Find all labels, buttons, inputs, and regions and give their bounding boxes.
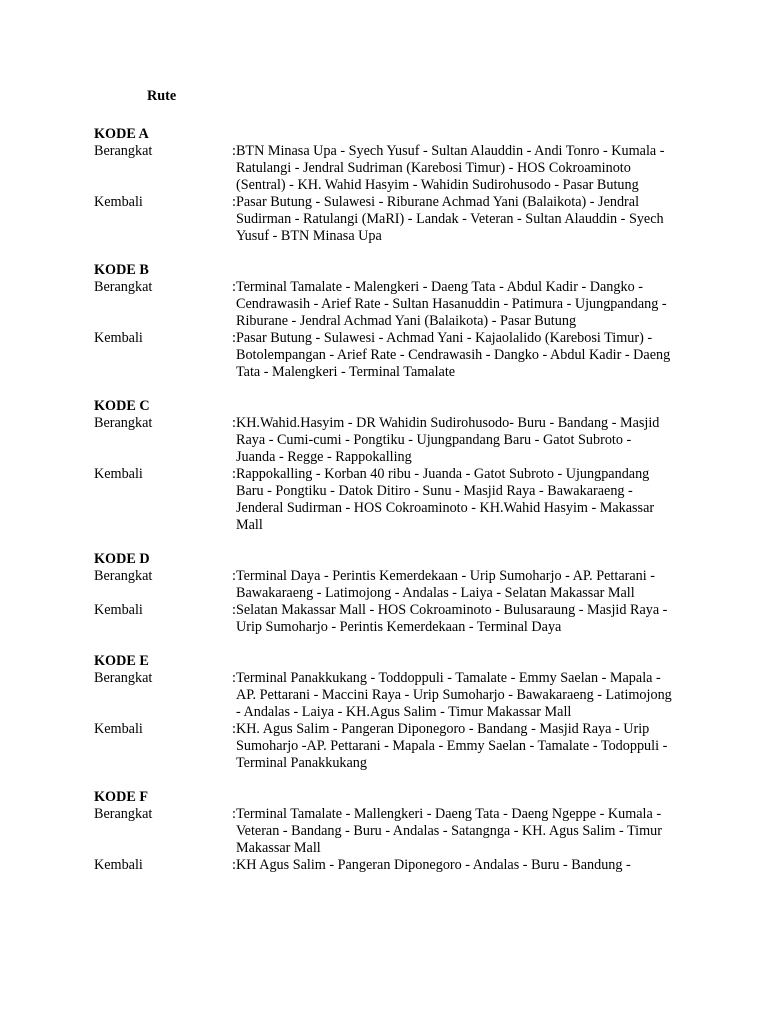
route-row-berangkat xyxy=(94,143,674,194)
route-row-berangkat xyxy=(94,279,674,330)
route-stops: :KH.Wahid.Hasyim - DR Wahidin Sudirohusodo- Buru - Bandang - Masjid Raya - Cumi-cumi - Pongtiku - Ujungpandang Baru - Gatot Subroto - Juanda - Regge - Rappokalling xyxy=(232,415,660,465)
route-label: Berangkat xyxy=(94,279,153,295)
route-label: Berangkat xyxy=(94,806,153,822)
route-row-berangkat xyxy=(94,415,674,466)
route-stops: :KH. Agus Salim - Pangeran Diponegoro - Bandang - Masjid Raya - Urip Sumoharjo -AP. Pettarani - Mapala - Emmy Saelan - Tamalate - Todoppuli - Terminal Panakkukang xyxy=(232,721,668,771)
route-kode-d xyxy=(94,551,674,636)
route-code: KODE E xyxy=(94,653,149,669)
route-label: Kembali xyxy=(94,602,143,618)
route-code: KODE C xyxy=(94,398,150,414)
route-stops: :Terminal Panakkukang - Toddoppuli - Tamalate - Emmy Saelan - Mapala - AP. Pettarani - Maccini Raya - Urip Sumoharjo - Bawakaraeng - Latimojong - Andalas - Laiya - KH.Agus Salim - Timur Makassar Mall xyxy=(232,670,672,720)
route-kode-e xyxy=(94,653,674,772)
route-row-kembali xyxy=(94,721,674,772)
route-label: Berangkat xyxy=(94,143,153,159)
route-row-kembali xyxy=(94,857,674,874)
route-stops: :Selatan Makassar Mall - HOS Cokroaminoto - Bulusaraung - Masjid Raya - Urip Sumoharjo - Perintis Kemerdekaan - Terminal Daya xyxy=(232,602,668,635)
route-code: KODE A xyxy=(94,126,149,142)
route-row-berangkat xyxy=(94,806,674,857)
route-kode-a xyxy=(94,126,674,245)
route-code: KODE D xyxy=(94,551,150,567)
route-stops: :Rappokalling - Korban 40 ribu - Juanda - Gatot Subroto - Ujungpandang Baru - Pongtiku - Datok Ditiro - Sunu - Masjid Raya - Bawakaraeng - Jenderal Sudirman - HOS Cokroaminoto - KH.Wahid Hasyim - Makassar Mall xyxy=(232,466,655,533)
route-stops: :Terminal Tamalate - Malengkeri - Daeng Tata - Abdul Kadir - Dangko - Cendrawasih - Arief Rate - Sultan Hasanuddin - Patimura - Ujungpandang - Riburane - Jendral Achmad Yani (Balaikota) - Pasar Butung xyxy=(232,279,667,329)
route-label: Kembali xyxy=(94,721,143,737)
routes-list xyxy=(94,126,674,874)
route-kode-b xyxy=(94,262,674,381)
route-kode-f xyxy=(94,789,674,874)
route-row-kembali xyxy=(94,602,674,636)
route-stops: :KH Agus Salim - Pangeran Diponegoro - Andalas - Buru - Bandung - xyxy=(232,857,631,873)
route-label: Kembali xyxy=(94,330,143,346)
route-code: KODE B xyxy=(94,262,149,278)
route-label: Berangkat xyxy=(94,568,153,584)
route-stops: :Pasar Butung - Sulawesi - Riburane Achmad Yani (Balaikota) - Jendral Sudirman - Ratulangi (MaRI) - Landak - Veteran - Sultan Alauddin - Syech Yusuf - BTN Minasa Upa xyxy=(232,194,664,244)
route-stops: :BTN Minasa Upa - Syech Yusuf - Sultan Alauddin - Andi Tonro - Kumala - Ratulangi - Jendral Sudriman (Karebosi Timur) - HOS Cokroaminoto (Sentral) - KH. Wahid Hasyim - Wahidin Sudirohusodo - Pasar Butung xyxy=(232,143,665,193)
route-code: KODE F xyxy=(94,789,148,805)
route-row-kembali xyxy=(94,330,674,381)
route-label: Berangkat xyxy=(94,670,153,686)
route-row-kembali xyxy=(94,466,674,534)
route-stops: :Terminal Tamalate - Mallengkeri - Daeng Tata - Daeng Ngeppe - Kumala - Veteran - Bandang - Buru - Andalas - Satangnga - KH. Agus Salim - Timur Makassar Mall xyxy=(232,806,662,856)
route-label: Berangkat xyxy=(94,415,153,431)
route-kode-c xyxy=(94,398,674,534)
route-row-berangkat xyxy=(94,670,674,721)
route-row-kembali xyxy=(94,194,674,245)
route-row-berangkat xyxy=(94,568,674,602)
route-stops: :Pasar Butung - Sulawesi - Achmad Yani - Kajaolalido (Karebosi Timur) - Botolempangan - Arief Rate - Cendrawasih - Dangko - Abdul Kadir - Daeng Tata - Malengkeri - Terminal Tamalate xyxy=(232,330,671,380)
route-label: Kembali xyxy=(94,466,143,482)
route-label: Kembali xyxy=(94,194,143,210)
page-title: Rute xyxy=(147,88,177,104)
route-stops: :Terminal Daya - Perintis Kemerdekaan - Urip Sumoharjo - AP. Pettarani - Bawakaraeng - Latimojong - Andalas - Laiya - Selatan Makassar Mall xyxy=(232,568,655,601)
route-label: Kembali xyxy=(94,857,143,873)
